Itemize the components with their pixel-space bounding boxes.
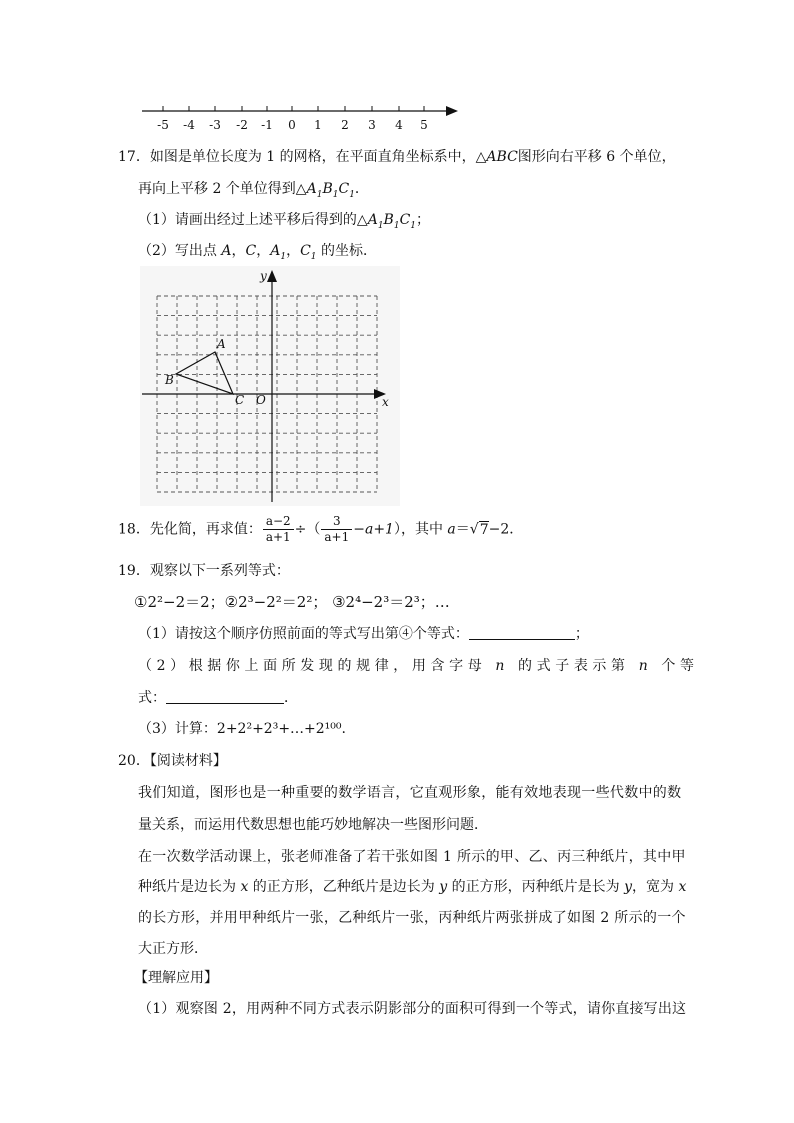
variable-y: y [439,879,448,895]
q19-part2-line2 [138,687,298,707]
tick-label: 2 [341,118,349,132]
sqrt-sign: √ [469,521,479,538]
triangle-a1b1c1: $A_1B_1C_1$ [367,212,417,231]
q20-para2-text-d: ，宽为 [632,879,679,895]
tick-label: 3 [368,118,376,132]
q20-part1: （1）观察图 2，用两种不同方式表示阴影部分的面积可得到一个等式，请你直接写出这 [138,1001,687,1017]
comma: ， [286,243,301,259]
q19-intro [118,560,290,580]
point-a: A [221,243,232,259]
point-c: C [245,243,257,259]
q17-part2-text: （2）写出点 [138,243,222,259]
x-axis-label: x [382,395,389,409]
answer-blank[interactable] [469,625,575,640]
equals-sign: ＝ [455,521,470,538]
answer-blank[interactable] [166,689,284,704]
coordinate-grid [140,266,400,506]
comma: ， [256,243,271,259]
q19-part2-text-c: 个等 [652,658,699,674]
q20-title: 【阅读材料】 [149,753,227,769]
q17-text-b: 图形向右平移 6 个单位， [517,149,676,165]
minus-a-plus-1: −a+1 [353,521,394,538]
fraction-2 [321,514,352,545]
variable-y: y [624,879,633,895]
q20-para1-line2: 量关系，而运用代数思想也能巧妙地解决一些图形问题． [138,817,488,833]
q17-part1 [138,209,430,229]
q19-part2-end: ． [284,690,298,706]
tick-label: 5 [420,118,428,132]
tick-label: -3 [209,118,221,132]
number-line [140,100,470,136]
tick-label: 4 [395,118,403,132]
q17-line2-end: ． [354,181,369,197]
q17-text-a: 如图是单位长度为 1 的网格，在平面直角坐标系中，△ [149,149,487,165]
point-b-label: B [165,373,174,387]
q19-equations: ①2²−2＝2；②2³−2²＝2²； ③2⁴−2³＝2³；… [134,593,450,611]
fraction-2-denominator: a+1 [324,530,350,544]
fraction-2-numerator: 3 [321,514,352,530]
variable-a: a [447,521,456,538]
question-number: 18． [118,521,150,538]
q19-part2-text-a: （2）根据你上面所发现的规律，用含字母 [138,658,496,674]
comma: ， [231,243,246,259]
fraction-1-numerator: a−2 [263,514,294,530]
tick-label: -5 [157,118,169,132]
q19-part2-line1 [138,655,699,675]
q18-text-a: 先化简，再求值： [149,521,262,538]
tick-label: -1 [261,118,273,132]
point-a-label: A [217,337,226,351]
radicand: 7 [479,521,489,538]
q20-para2-text-b: 的正方形，乙种纸片是边长为 [248,879,440,895]
q20-para2-text-a: 种纸片是边长为 [138,879,241,895]
question-number: 17． [118,149,150,165]
q19-part2-text-d: 式： [138,690,166,706]
q19-part1 [138,623,589,643]
q20-subtitle: 【理解应用】 [134,970,218,986]
origin-label: O [256,393,266,407]
fraction-1-denominator: a+1 [265,530,291,544]
q19-part3: （3）计算：2+2²+2³+…+2¹⁰⁰. [138,721,346,737]
q17-line2 [138,178,369,198]
q17-part1-text: （1）请画出经过上述平移后得到的△ [138,212,368,228]
variable-n: n [495,658,509,674]
question-number: 20． [118,753,150,769]
q17-part1-end: ； [416,212,431,228]
tick-label: -2 [236,118,248,132]
q17-part2 [138,240,377,260]
variable-x: x [240,879,249,895]
q19-part1-text: （1）请按这个顺序仿照前面的等式写出第④个等式： [138,626,469,642]
point-c-label: C [235,393,245,407]
q18-text-b: ），其中 [393,521,448,538]
y-axis-label: y [260,269,267,283]
q17-line2-text: 再向上平移 2 个单位得到△ [138,181,307,197]
q20-para1-line1: 我们知道，图形也是一种重要的数学语言，它直观形象，能有效地表现一些代数中的数 [138,785,682,801]
q19-part1-end: ； [574,626,589,642]
q18-tail: −2． [488,521,524,538]
q18-line [118,514,523,545]
q20-para2-line1: 在一次数学活动课上，张老师准备了若干张如图 1 所示的甲、乙、丙三种纸片，其中甲 [138,849,686,865]
q20-para2-line3: 的长方形，并用甲种纸片一张，乙种纸片一张，丙种纸片两张拼成了如图 2 所示的一个 [138,910,686,926]
point-c1: $C_1$ [300,243,317,262]
point-a1: $A_1$ [270,243,287,262]
q20-para2-line2 [138,876,686,896]
q19-part2-text-b: 的式子表示第 [508,658,639,674]
q20-para2-line4: 大正方形． [138,941,208,957]
question-number: 19． [118,563,150,579]
variable-x: x [678,879,687,895]
variable-n: n [638,658,653,674]
triangle-a1b1c1: $A_1B_1C_1$ [306,181,355,200]
divide-sign: ÷（ [294,521,321,538]
tick-label: -4 [183,118,195,132]
q20-heading [118,750,227,770]
triangle-abc: ABC [486,149,518,165]
tick-label: 0 [288,118,296,132]
tick-label: 1 [314,118,322,132]
q17-part2-end: 的坐标． [316,243,377,259]
q17-line1 [118,146,676,166]
q19-intro-text: 观察以下一系列等式： [149,563,290,579]
q20-para2-text-c: 的正方形，丙种纸片是长为 [447,879,625,895]
fraction-1 [263,514,294,545]
